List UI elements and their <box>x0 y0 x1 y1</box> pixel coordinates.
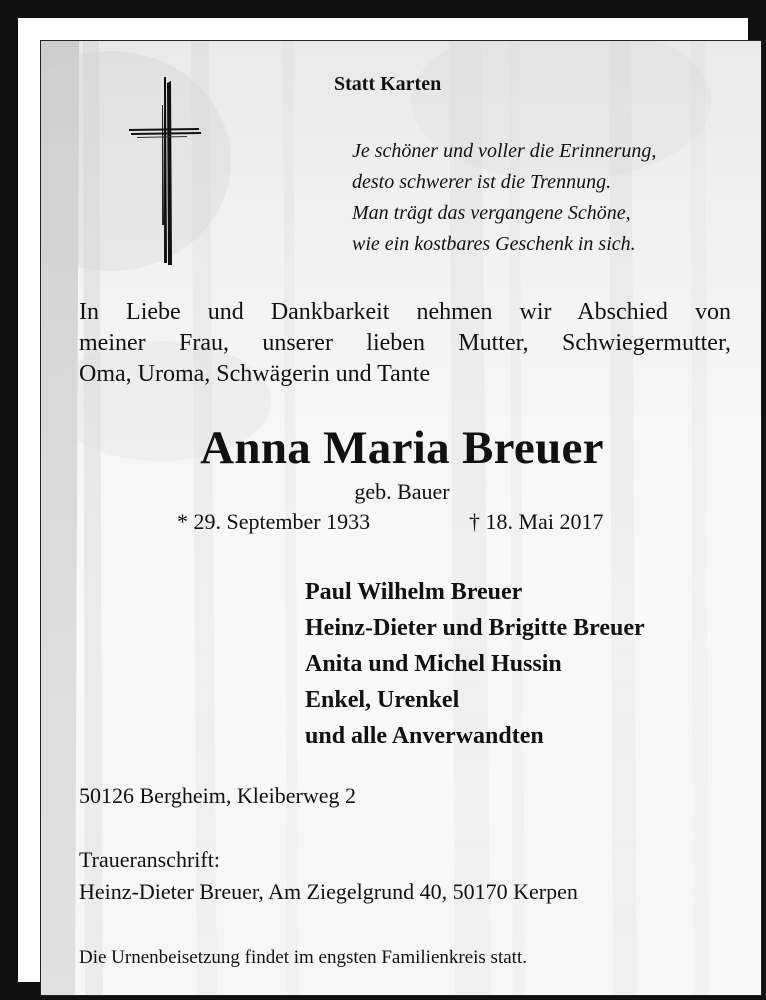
mourner: Heinz-Dieter und Brigitte Breuer <box>305 615 645 641</box>
intro-text <box>79 297 731 390</box>
cross-icon <box>127 75 203 267</box>
quote <box>352 136 656 260</box>
mourners-list <box>305 574 645 754</box>
mourner: Paul Wilhelm Breuer <box>305 579 523 605</box>
quote-line: Man trägt das vergangene Schöne, <box>352 202 631 224</box>
quote-line: desto schwerer ist die Trennung. <box>352 171 612 193</box>
quote-line: Je schöner und voller die Erinnerung, <box>352 140 657 162</box>
statt-karten-heading: Statt Karten <box>334 73 442 95</box>
mourner: und alle Anverwandten <box>305 723 544 749</box>
notice-panel <box>40 40 762 996</box>
intro-line: In Liebe und Dankbarkeit nehmen wir Abschied von <box>79 299 731 325</box>
quote-line: wie ein kostbares Geschenk in sich. <box>352 233 636 255</box>
birth-date: * 29. September 1933 <box>177 509 371 534</box>
mourner: Anita und Michel Hussin <box>305 651 562 677</box>
death-date: † 18. Mai 2017 <box>469 509 604 534</box>
intro-line: meiner Frau, unserer lieben Mutter, Schwiegermutter, <box>79 330 731 356</box>
mourning-address: Heinz-Dieter Breuer, Am Ziegelgrund 40, 50170 Kerpen <box>79 879 578 904</box>
mourner: Enkel, Urenkel <box>305 687 460 713</box>
intro-line: Oma, Uroma, Schwägerin und Tante <box>79 361 431 387</box>
urn-notice: Die Urnenbeisetzung findet im engsten Familienkreis statt. <box>79 947 527 968</box>
mourning-address-label: Traueranschrift: <box>79 847 220 872</box>
family-address: 50126 Bergheim, Kleiberweg 2 <box>79 783 356 808</box>
deceased-name: Anna Maria Breuer <box>200 422 604 474</box>
maiden-name: geb. Bauer <box>354 479 450 504</box>
